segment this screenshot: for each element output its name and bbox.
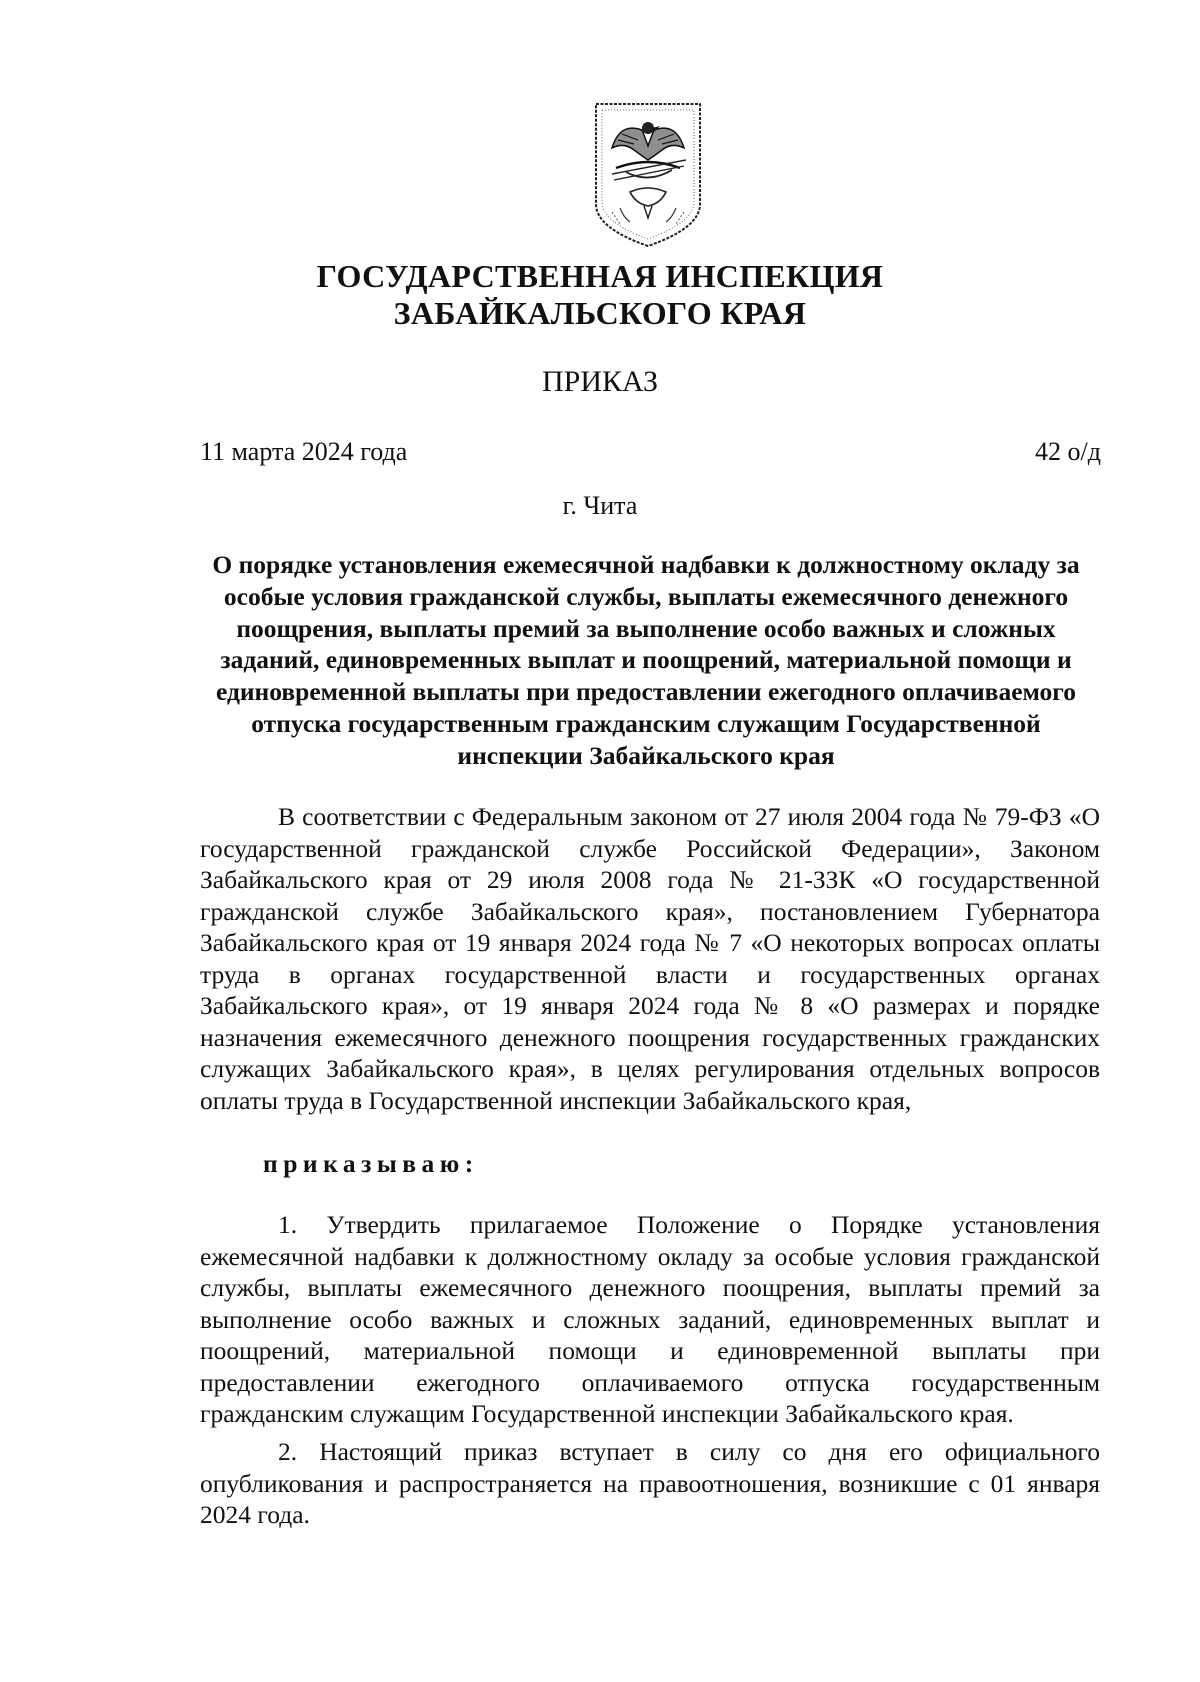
document-number: 42 о/д <box>1035 437 1101 466</box>
org-title-line2: ЗАБАЙКАЛЬСКОГО КРАЯ <box>393 295 807 331</box>
order-item-2: 2. Настоящий приказ вступает в силу со дня его официального опубликования и распространяется на правоотношения, возникшие с 01 января 2024 года. <box>200 1437 1100 1529</box>
order-word: приказываю: <box>263 1149 479 1178</box>
coat-of-arms-icon <box>590 100 706 248</box>
order-item-1: 1. Утвердить прилагаемое Положение о Порядке установления ежемесячной надбавки к должностному окладу за особые условия гражданской службы, выплаты ежемесячного денежного поощрения, выплаты премий за выполнение особо важных и сложных заданий, единовременных выплат и поощрений, материальной помощи и единовременной выплаты при предоставлении ежегодного оплачиваемого отпуска государственным гражданским служащим Государственной инспекции Забайкальского края. <box>200 1210 1100 1428</box>
document-heading: О порядке установления ежемесячной надбавки к должностному окладу за особые условия гражданской службы, выплаты ежемесячного денежного поощрения, выплаты премий за выполнение особо важных и сложных заданий, единовременных выплат и поощрений, материальной помощи и единовременной выплаты при предоставлении ежегодного оплачиваемого отпуска государственным гражданским служащим Государственной инспекции Забайкальского края <box>212 550 1080 770</box>
document-city: г. Чита <box>562 491 638 520</box>
document-type: ПРИКАЗ <box>542 365 658 398</box>
org-title-line1: ГОСУДАРСТВЕННАЯ ИНСПЕКЦИЯ <box>316 258 884 294</box>
document-date: 11 марта 2024 года <box>200 437 408 466</box>
preamble-paragraph: В соответствии с Федеральным законом от 27 июля 2004 года № 79-ФЗ «О государственной гражданской службе Российской Федерации», Законом Забайкальского края от 29 июля 2008 года № 21-ЗЗК «О государственной гражданской службе Забайкальского края», постановлением Губернатора Забайкальского края от 19 января 2024 года № 7 «О некоторых вопросах оплаты труда в органах государственной власти и государственных органах Забайкальского края», от 19 января 2024 года № 8 «О размерах и порядке назначения ежемесячного денежного поощрения государственных гражданских служащих Забайкальского края», в целях регулирования отдельных вопросов оплаты труда в Государственной инспекции Забайкальского края, <box>200 802 1100 1115</box>
